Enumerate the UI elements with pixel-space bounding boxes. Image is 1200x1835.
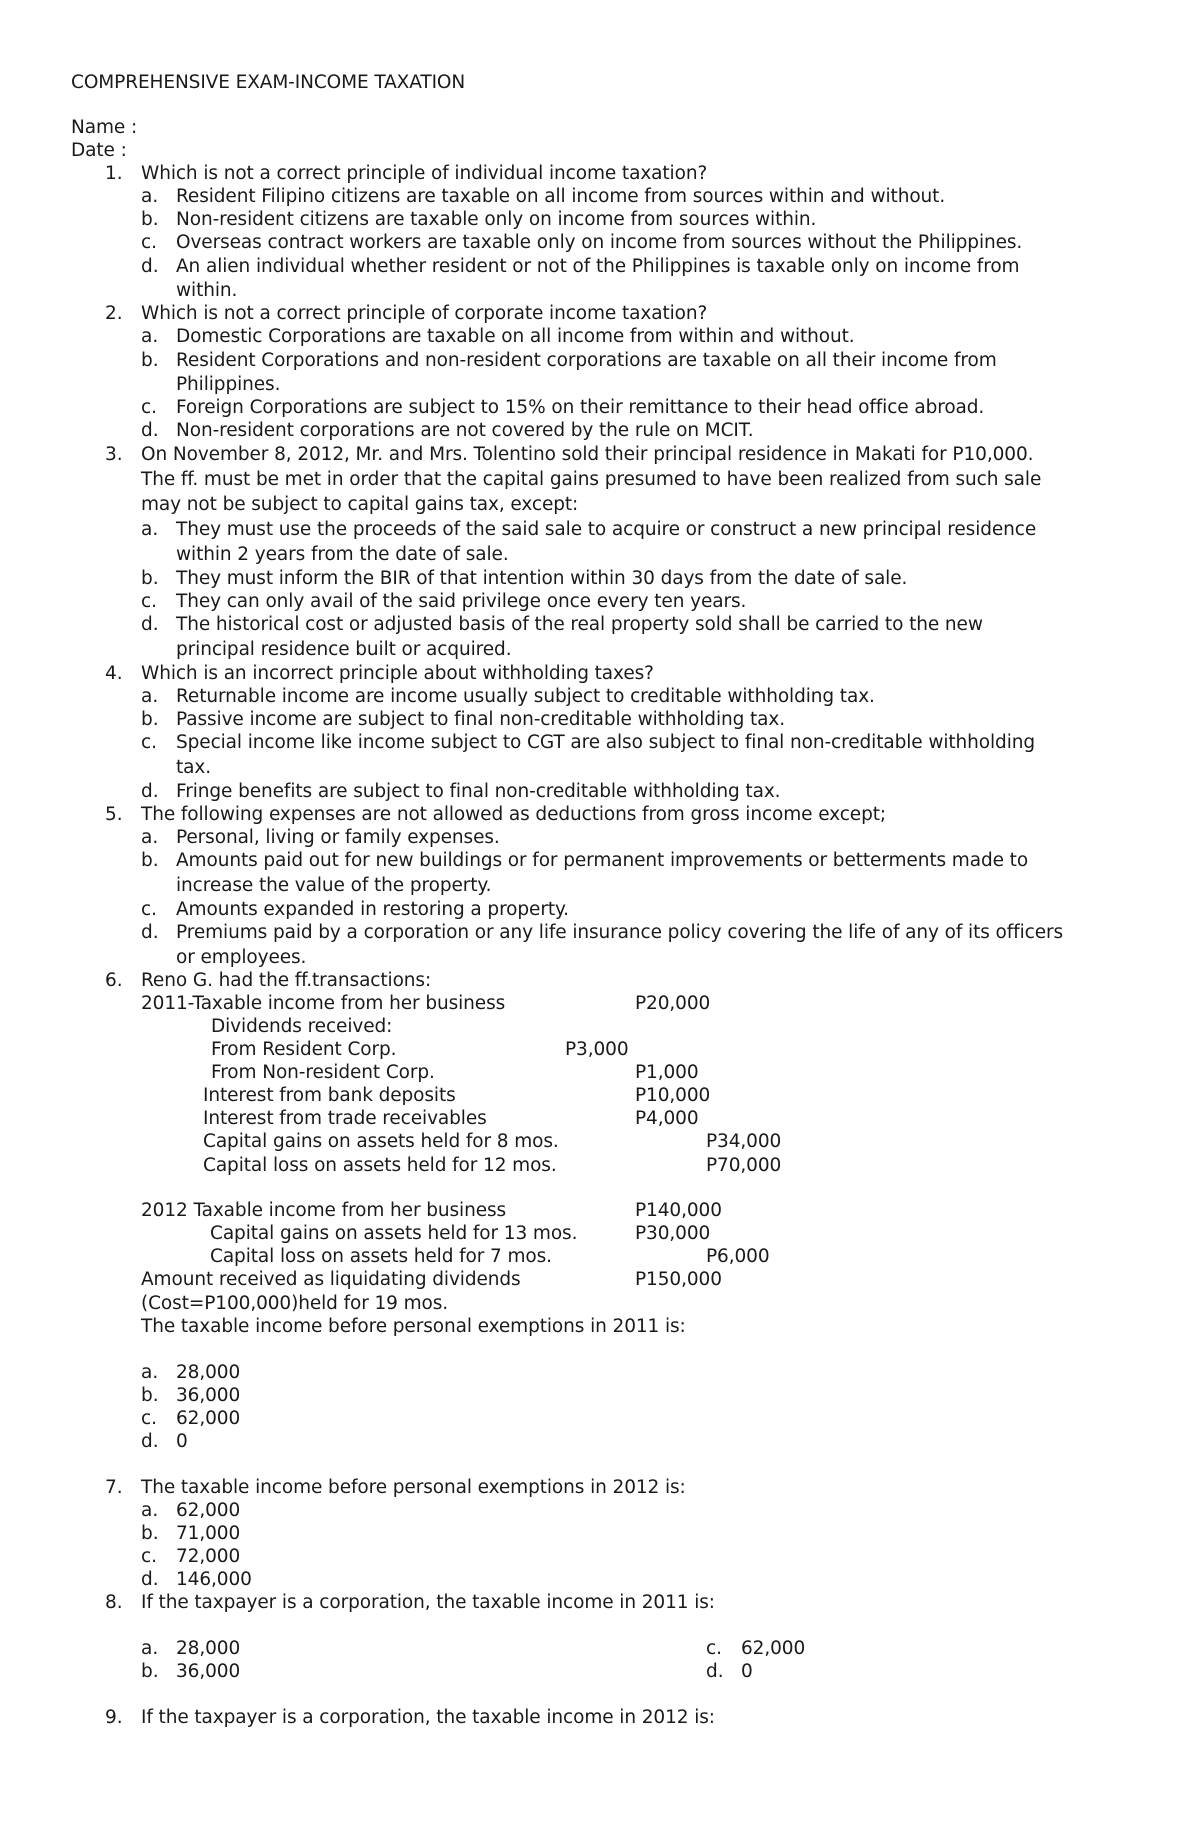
choice-text: Overseas contract workers are taxable only on income from sources without the Philippines. [176, 232, 1023, 253]
transaction-label: From Non-resident Corp. [211, 1062, 435, 1083]
choice-text: 146,000 [176, 1569, 252, 1590]
choice-letter: a. [141, 827, 159, 848]
choice-letter: a. [141, 686, 159, 707]
choice-text: 0 [176, 1431, 188, 1452]
choice-text: Non-resident corporations are not covered by the rule on MCIT. [176, 420, 754, 441]
question-number: 8. [105, 1592, 123, 1613]
choice-letter: b. [141, 850, 159, 871]
choice-letter: a. [141, 326, 159, 347]
choice-text: or employees. [176, 947, 307, 968]
choice-text: tax. [176, 757, 212, 778]
choice-text: Special income like income subject to CGT are also subject to final non-creditable withholding [176, 732, 1036, 753]
choice-text: Amounts paid out for new buildings or for permanent improvements or betterments made to [176, 850, 1029, 871]
choice-letter: d. [141, 256, 159, 277]
choice-text: Non-resident citizens are taxable only on income from sources within. [176, 209, 817, 230]
transaction-label: Amount received as liquidating dividends [141, 1269, 521, 1290]
transaction-amount: P30,000 [635, 1223, 711, 1244]
transaction-amount: P150,000 [635, 1269, 722, 1290]
choice-text: The historical cost or adjusted basis of the real property sold shall be carried to the new [176, 614, 983, 635]
choice-letter: d. [141, 922, 159, 943]
question-number: 3. [105, 444, 123, 465]
question-text: Reno G. had the ff.transactions: [141, 970, 432, 991]
choice-letter: c. [141, 1546, 158, 1567]
transaction-amount: P4,000 [635, 1108, 699, 1129]
transaction-label: Capital loss on assets held for 7 mos. [210, 1246, 552, 1267]
choice-text: Returnable income are income usually subject to creditable withholding tax. [176, 686, 875, 707]
transaction-amount: P3,000 [565, 1039, 629, 1060]
choice-text: Domestic Corporations are taxable on all income from within and without. [176, 326, 855, 347]
choice-letter: d. [141, 781, 159, 802]
choice-letter: b. [141, 1523, 159, 1544]
choice-text: Amounts expanded in restoring a property. [176, 899, 569, 920]
transaction-amount: P70,000 [706, 1155, 782, 1176]
question-text: The following expenses are not allowed as deductions from gross income except; [141, 804, 887, 825]
choice-letter: b. [141, 568, 159, 589]
choice-text: Philippines. [176, 374, 281, 395]
date-field: Date : [71, 140, 127, 161]
name-field: Name : [71, 117, 138, 138]
choice-letter: d. [706, 1661, 724, 1682]
question-number: 6. [105, 970, 123, 991]
choice-text: Foreign Corporations are subject to 15% on their remittance to their head office abroad. [176, 397, 985, 418]
choice-letter: a. [141, 1500, 159, 1521]
choice-letter: c. [141, 591, 158, 612]
question-text: The ff. must be met in order that the capital gains presumed to have been realized from such sale [141, 469, 1042, 490]
transaction-label: Interest from trade receivables [203, 1108, 487, 1129]
question-text: Which is an incorrect principle about withholding taxes? [141, 663, 654, 684]
transaction-amount: P6,000 [706, 1246, 770, 1267]
choice-text: Resident Filipino citizens are taxable on all income from sources within and without. [176, 186, 946, 207]
transaction-label: Capital gains on assets held for 13 mos. [210, 1223, 578, 1244]
choice-text: 0 [741, 1661, 753, 1682]
choice-letter: b. [141, 350, 159, 371]
choice-text: within 2 years from the date of sale. [176, 544, 509, 565]
choice-letter: c. [141, 1408, 158, 1429]
choice-letter: a. [141, 186, 159, 207]
choice-letter: a. [141, 1362, 159, 1383]
choice-letter: c. [141, 232, 158, 253]
transaction-label: Interest from bank deposits [203, 1085, 456, 1106]
choice-text: 62,000 [741, 1638, 806, 1659]
choice-letter: d. [141, 1431, 159, 1452]
question-number: 2. [105, 303, 123, 324]
choice-letter: d. [141, 1569, 159, 1590]
choice-letter: b. [141, 1385, 159, 1406]
choice-text: 62,000 [176, 1500, 241, 1521]
transaction-amount: P34,000 [706, 1131, 782, 1152]
question-number: 4. [105, 663, 123, 684]
question-number: 1. [105, 163, 123, 184]
question-text: On November 8, 2012, Mr. and Mrs. Tolentino sold their principal residence in Makati for P10,000. [141, 444, 1034, 465]
choice-text: They must use the proceeds of the said sale to acquire or construct a new principal residence [176, 519, 1037, 540]
transaction-amount: P20,000 [635, 993, 711, 1014]
choice-text: 28,000 [176, 1362, 241, 1383]
choice-letter: c. [141, 732, 158, 753]
choice-text: 36,000 [176, 1385, 241, 1406]
choice-text: They must inform the BIR of that intention within 30 days from the date of sale. [176, 568, 908, 589]
choice-text: within. [176, 280, 238, 301]
question-number: 9. [105, 1707, 123, 1728]
transaction-label: 2011-Taxable income from her business [141, 993, 506, 1014]
choice-text: Resident Corporations and non-resident corporations are taxable on all their income from [176, 350, 997, 371]
choice-letter: b. [141, 709, 159, 730]
choice-text: 72,000 [176, 1546, 241, 1567]
choice-text: They can only avail of the said privilege once every ten years. [176, 591, 747, 612]
choice-letter: a. [141, 519, 159, 540]
question-text: The taxable income before personal exemptions in 2011 is: [141, 1316, 686, 1337]
transaction-amount: P1,000 [635, 1062, 699, 1083]
transaction-amount: P10,000 [635, 1085, 711, 1106]
transaction-label: From Resident Corp. [211, 1039, 397, 1060]
choice-letter: a. [141, 1638, 159, 1659]
question-number: 7. [105, 1477, 123, 1498]
transaction-label: 2012 Taxable income from her business [141, 1200, 507, 1221]
question-text: may not be subject to capital gains tax, except: [141, 494, 579, 515]
choice-text: Passive income are subject to final non-creditable withholding tax. [176, 709, 786, 730]
choice-text: 71,000 [176, 1523, 241, 1544]
question-text: Which is not a correct principle of corporate income taxation? [141, 303, 708, 324]
choice-text: principal residence built or acquired. [176, 639, 512, 660]
transaction-label: (Cost=P100,000)held for 19 mos. [141, 1293, 449, 1314]
transaction-label: Capital gains on assets held for 8 mos. [203, 1131, 559, 1152]
choice-letter: d. [141, 614, 159, 635]
exam-title: COMPREHENSIVE EXAM-INCOME TAXATION [71, 72, 466, 93]
choice-text: increase the value of the property. [176, 875, 492, 896]
choice-letter: c. [141, 397, 158, 418]
choice-text: 36,000 [176, 1661, 241, 1682]
choice-text: 28,000 [176, 1638, 241, 1659]
choice-letter: c. [141, 899, 158, 920]
question-text: If the taxpayer is a corporation, the taxable income in 2012 is: [141, 1707, 715, 1728]
question-text: Which is not a correct principle of individual income taxation? [141, 163, 708, 184]
choice-text: Personal, living or family expenses. [176, 827, 500, 848]
question-text: The taxable income before personal exemptions in 2012 is: [141, 1477, 686, 1498]
choice-letter: b. [141, 1661, 159, 1682]
choice-text: Premiums paid by a corporation or any life insurance policy covering the life of any of its officers [176, 922, 1064, 943]
choice-text: 62,000 [176, 1408, 241, 1429]
choice-letter: c. [706, 1638, 723, 1659]
question-number: 5. [105, 804, 123, 825]
question-text: If the taxpayer is a corporation, the taxable income in 2011 is: [141, 1592, 715, 1613]
choice-text: An alien individual whether resident or not of the Philippines is taxable only on income from [176, 256, 1020, 277]
choice-text: Fringe benefits are subject to final non-creditable withholding tax. [176, 781, 781, 802]
transaction-label: Dividends received: [211, 1016, 393, 1037]
choice-letter: b. [141, 209, 159, 230]
transaction-label: Capital loss on assets held for 12 mos. [203, 1155, 557, 1176]
transaction-amount: P140,000 [635, 1200, 722, 1221]
choice-letter: d. [141, 420, 159, 441]
